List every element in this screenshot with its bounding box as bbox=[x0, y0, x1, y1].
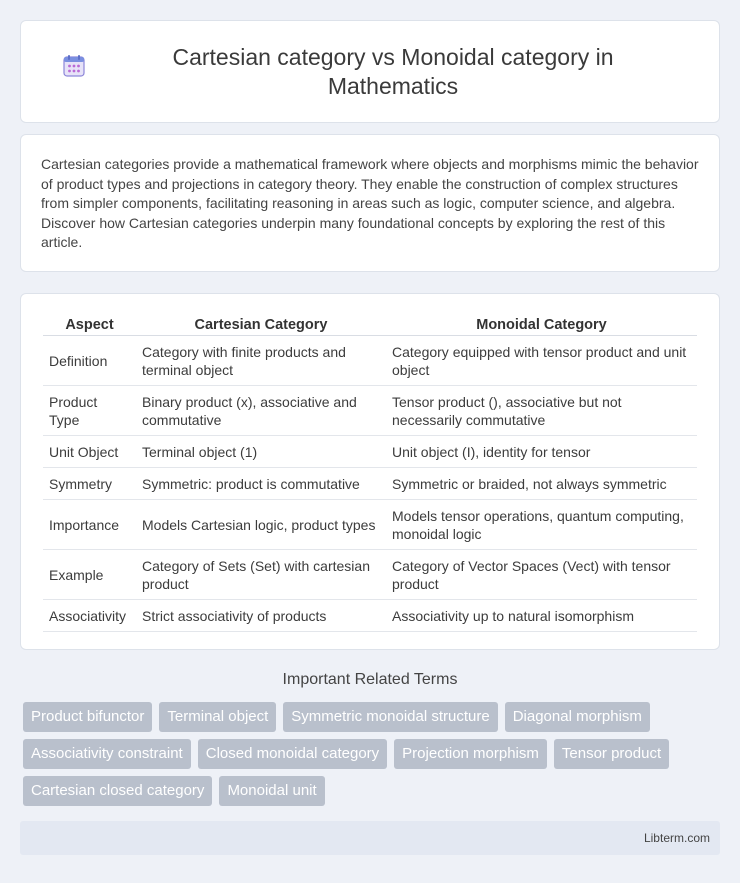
term-tag-projection-morphism[interactable]: Projection morphism bbox=[394, 739, 547, 769]
comparison-table-card bbox=[20, 293, 720, 650]
table-row bbox=[43, 436, 697, 468]
cell-cartesian: Symmetric: product is commutative bbox=[136, 468, 386, 500]
table-row bbox=[43, 500, 697, 550]
cell-monoidal: Models tensor operations, quantum computing, monoidal logic bbox=[386, 500, 697, 550]
cell-cartesian: Category with finite products and terminal object bbox=[136, 336, 386, 386]
table-row bbox=[43, 386, 697, 436]
header-cartesian: Cartesian Category bbox=[136, 314, 386, 336]
table-row bbox=[43, 468, 697, 500]
related-terms-section bbox=[20, 671, 720, 813]
cell-cartesian: Category of Sets (Set) with cartesian product bbox=[136, 550, 386, 600]
cell-aspect: Associativity bbox=[43, 600, 136, 632]
cell-cartesian: Terminal object (1) bbox=[136, 436, 386, 468]
header-aspect: Aspect bbox=[43, 314, 136, 336]
cell-monoidal: Tensor product (), associative but not necessarily commutative bbox=[386, 386, 697, 436]
table-row bbox=[43, 600, 697, 632]
cell-cartesian: Binary product (x), associative and commutative bbox=[136, 386, 386, 436]
term-tag-closed-monoidal-category[interactable]: Closed monoidal category bbox=[198, 739, 387, 769]
cell-aspect: Definition bbox=[43, 336, 136, 386]
cell-aspect: Unit Object bbox=[43, 436, 136, 468]
term-tag-monoidal-unit[interactable]: Monoidal unit bbox=[219, 776, 324, 806]
related-terms-heading: Important Related Terms bbox=[282, 671, 458, 688]
term-tag-cartesian-closed-category[interactable]: Cartesian closed category bbox=[23, 776, 212, 806]
footer bbox=[20, 821, 720, 855]
cell-aspect: Importance bbox=[43, 500, 136, 550]
cell-aspect: Example bbox=[43, 550, 136, 600]
cell-monoidal: Category equipped with tensor product and unit object bbox=[386, 336, 697, 386]
comparison-table bbox=[43, 314, 697, 632]
page-title: Cartesian category vs Monoidal category in Mathematics bbox=[172, 43, 614, 99]
cell-monoidal: Symmetric or braided, not always symmetric bbox=[386, 468, 697, 500]
related-terms-list bbox=[20, 702, 720, 813]
table-row bbox=[43, 336, 697, 386]
term-tag-product-bifunctor[interactable]: Product bifunctor bbox=[23, 702, 152, 732]
cell-aspect: Product Type bbox=[43, 386, 136, 436]
cell-cartesian: Models Cartesian logic, product types bbox=[136, 500, 386, 550]
header-monoidal: Monoidal Category bbox=[386, 314, 697, 336]
term-tag-terminal-object[interactable]: Terminal object bbox=[159, 702, 276, 732]
cell-aspect: Symmetry bbox=[43, 468, 136, 500]
calendar-icon bbox=[61, 53, 87, 79]
cell-monoidal: Unit object (I), identity for tensor bbox=[386, 436, 697, 468]
title-card bbox=[20, 20, 720, 123]
intro-paragraph: Cartesian categories provide a mathematical framework where objects and morphisms mimic the behavior of product types and projections in category theory. They enable the construction of complex structures from simpler components, facilitating reasoning in areas such as logic, computer science, and algebra. Discover how Cartesian categories underpin many foundational concepts by exploring the rest of this article. bbox=[41, 156, 699, 251]
table-row bbox=[43, 550, 697, 600]
term-tag-associativity-constraint[interactable]: Associativity constraint bbox=[23, 739, 191, 769]
term-tag-symmetric-monoidal-structure[interactable]: Symmetric monoidal structure bbox=[283, 702, 497, 732]
intro-card bbox=[20, 134, 720, 272]
table-header-row bbox=[43, 314, 697, 336]
term-tag-tensor-product[interactable]: Tensor product bbox=[554, 739, 669, 769]
cell-monoidal: Category of Vector Spaces (Vect) with tensor product bbox=[386, 550, 697, 600]
term-tag-diagonal-morphism[interactable]: Diagonal morphism bbox=[505, 702, 650, 732]
footer-site-link[interactable]: Libterm.com bbox=[643, 831, 710, 845]
cell-monoidal: Associativity up to natural isomorphism bbox=[386, 600, 697, 632]
title-row bbox=[61, 43, 679, 101]
cell-cartesian: Strict associativity of products bbox=[136, 600, 386, 632]
